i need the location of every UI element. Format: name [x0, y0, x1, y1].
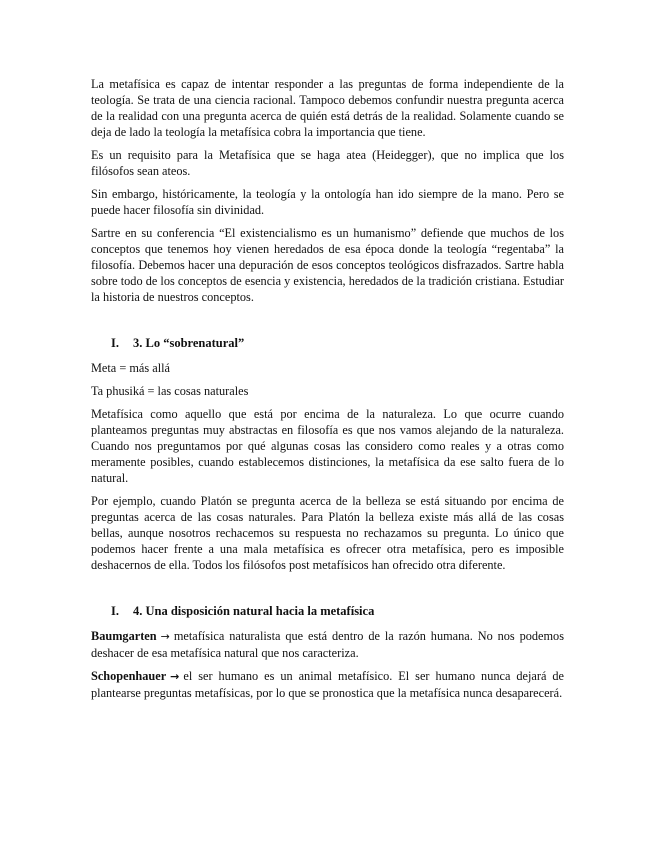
paragraph-schopenhauer [91, 668, 564, 701]
paragraph-heidegger: Es un requisito para la Metafísica que se haga atea (Heidegger), que no implica que los filósofos sean ateos. [91, 148, 564, 178]
paragraph-baumgarten [91, 628, 564, 661]
baumgarten-text: metafísica naturalista que está dentro de la razón humana. No nos podemos deshacer de esa metafísica natural que nos caracteriza. [91, 629, 564, 660]
paragraph-historia-teologia: Sin embargo, históricamente, la teología y la ontología han ido siempre de la mano. Pero se puede hacer filosofía sin divinidad. [91, 187, 564, 217]
section-numeral: I. [111, 604, 119, 618]
author-name-baumgarten: Baumgarten [91, 629, 157, 643]
paragraph-sartre: Sartre en su conferencia “El existencialismo es un humanismo” defiende que muchos de los conceptos que tenemos hoy vienen heredados de esa época donde la teología “regentaba” la filosofía. Debemos hacer una depuración de esos conceptos teológicos disfrazados. Sartre habla sobre todo de los conceptos de esencia y existencia, heredados de la tradición cristiana. Estudiar la historia de nuestros conceptos. [91, 226, 564, 304]
section-title: 4. Una disposición natural hacia la metafísica [133, 604, 375, 618]
section-title: 3. Lo “sobrenatural” [133, 336, 245, 350]
paragraph-encima-naturaleza: Metafísica como aquello que está por encima de la naturaleza. Lo que ocurre cuando planteamos preguntas muy abstractas en filosofía es que nos vamos alejando de la naturaleza. Cuando nos preguntamos por qué algunas cosas las considero como reales y a otras como meramente posibles, cuando establecemos distinciones, la metafísica da ese salto fuera de lo natural. [91, 407, 564, 485]
section-heading-disposicion-natural [91, 603, 564, 619]
right-arrow-icon: → [170, 670, 180, 683]
right-arrow-icon: → [160, 630, 170, 643]
schopenhauer-text: el ser humano es un animal metafísico. El ser humano nunca dejará de plantearse preguntas metafísicas, por lo que se pronostica que la metafísica nunca desaparecerá. [91, 669, 564, 700]
definition-meta: Meta = más allá [91, 361, 170, 375]
section-heading-sobrenatural [91, 335, 564, 351]
definition-ta-phusika: Ta phusiká = las cosas naturales [91, 384, 249, 398]
paragraph-platon: Por ejemplo, cuando Platón se pregunta acerca de la belleza se está situando por encima de preguntas acerca de las cosas naturales. Para Platón la belleza existe más allá de las cosas bellas, aunque nosotros rechacemos su respuesta no rechazamos su pregunta. Lo único que podemos hacer frente a una mala metafísica es ofrecer otra metafísica, pero es imposible deshacernos de ella. Todos los filósofos post metafísicos han ofrecido otra diferente. [91, 494, 564, 572]
paragraph-metafisica-teologia: La metafísica es capaz de intentar responder a las preguntas de forma independiente de la teología. Se trata de una ciencia racional. Tampoco debemos confundir nuestra pregunta acerca de la realidad con una pregunta acerca de quién está detrás de la realidad. Solamente cuando se deja de lado la teología la metafísica cobra la importancia que tiene. [91, 77, 564, 139]
author-name-schopenhauer: Schopenhauer [91, 669, 167, 683]
section-numeral: I. [111, 336, 119, 350]
